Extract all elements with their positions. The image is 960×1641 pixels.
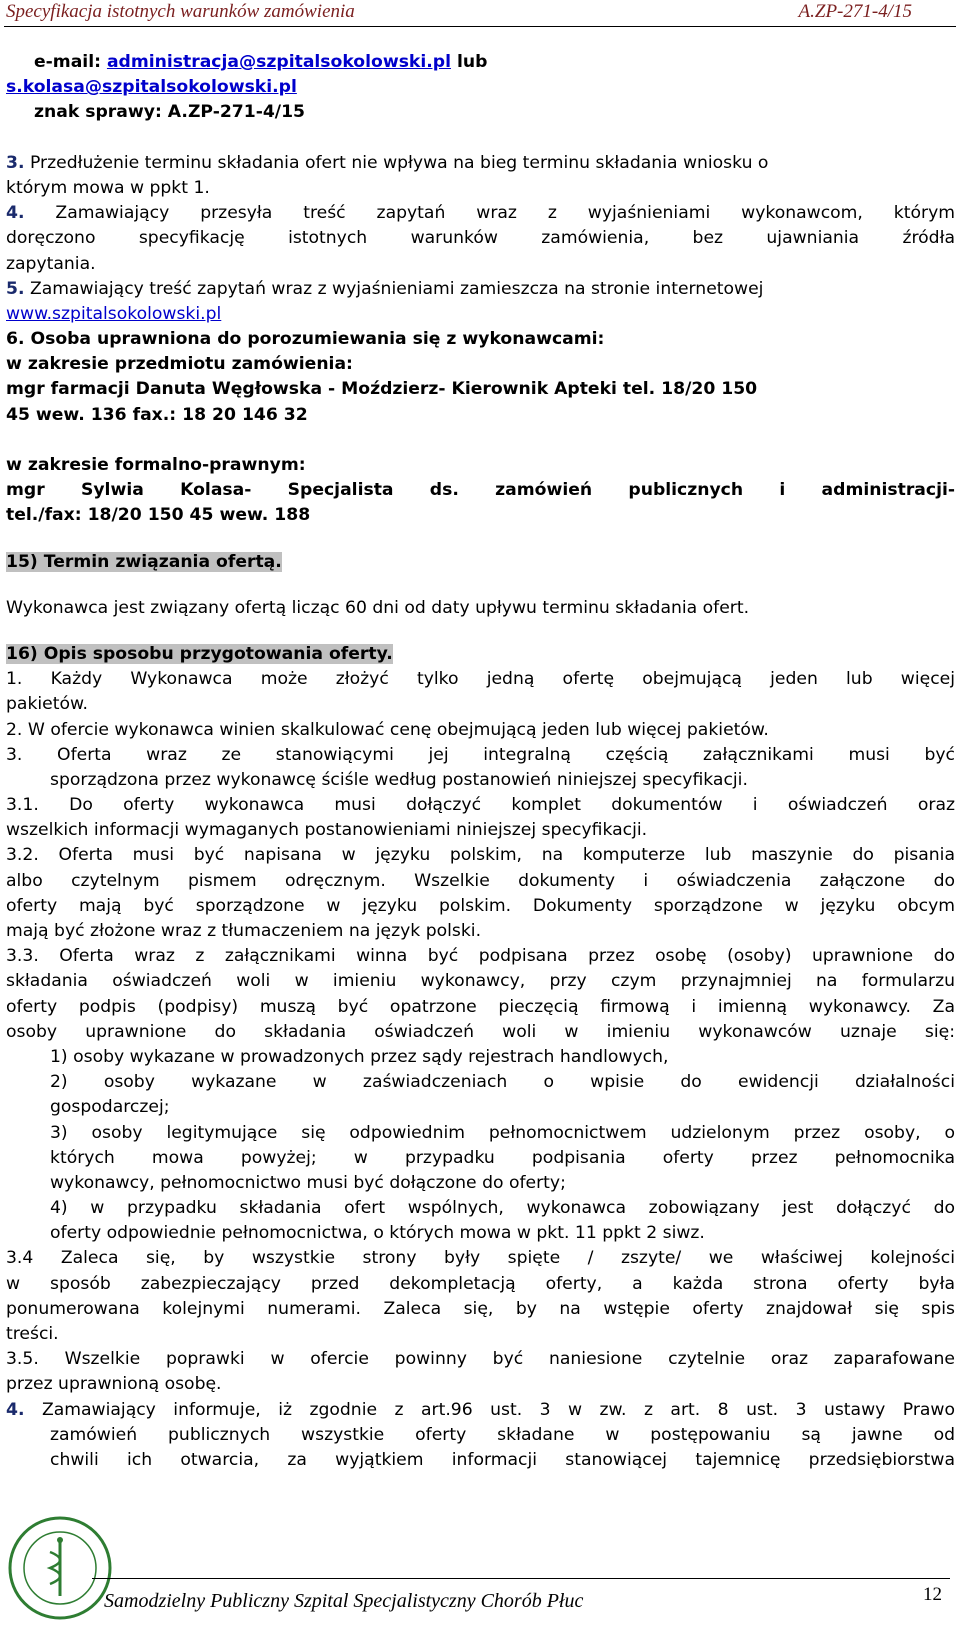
header-title: Specyfikacja istotnych warunków zamówienia xyxy=(6,1,355,22)
section-16-line: oferty mają być sporządzone w języku polskim. Dokumenty sporządzone w języku obcym xyxy=(6,895,955,916)
subject-scope-label: w zakresie przedmiotu zamówienia: xyxy=(6,354,353,375)
section-16-line: sporządzona przez wykonawcę ściśle według postanowień niniejszej specyfikacji. xyxy=(50,769,748,790)
section-16-line: ponumerowana kolejnymi numerami. Zaleca się, by na wstępie oferty znajdował się spis xyxy=(6,1298,955,1319)
website-link[interactable]: www.szpitalsokolowski.pl xyxy=(6,303,222,324)
section-16-line: 1. Każdy Wykonawca może złożyć tylko jedną ofertę obejmującą jeden lub więcej xyxy=(6,669,955,690)
email-link-kolasa[interactable]: s.kolasa@szpitalsokolowski.pl xyxy=(6,77,297,98)
section-16-line: oferty podpis (podpisy) muszą być opatrzone pieczęcią firmową i imienną wykonawcy. Za xyxy=(6,996,955,1017)
section-16-item-4-cont: zamówień publicznych wszystkie oferty składane w postępowaniu są jawne od xyxy=(50,1424,955,1445)
item-4: 4. Zamawiający przesyła treść zapytań wraz z wyjaśnieniami wykonawcom, którym xyxy=(6,203,955,224)
section-16-line: 3.2. Oferta musi być napisana w języku polskim, na komputerze lub maszynie do pisania xyxy=(6,845,955,866)
page-footer xyxy=(0,1572,960,1641)
legal-scope-label: w zakresie formalno-prawnym: xyxy=(6,455,306,475)
email-label: e-mail: xyxy=(34,52,107,72)
section-16-line: 2) osoby wykazane w zaświadczeniach o wpisie do ewidencji działalności xyxy=(50,1072,955,1093)
page-header xyxy=(4,0,956,27)
section-16-line: 3.1. Do oferty wykonawca musi dołączyć komplet dokumentów i oświadczeń oraz xyxy=(6,795,955,816)
legal-phone: tel./fax: 18/20 150 45 wew. 188 xyxy=(6,505,311,526)
section-16-line: których mowa powyżej; w przypadku podpisania oferty przez pełnomocnika xyxy=(50,1147,955,1168)
item-5: 5. Zamawiający treść zapytań wraz z wyjaśnieniami zamieszcza na stronie internetowej xyxy=(6,278,764,299)
pharmacy-phone: 45 wew. 136 fax.: 18 20 146 32 xyxy=(6,404,308,425)
section-16-item-4: 4. Zamawiający informuje, iż zgodnie z art.96 ust. 3 w zw. z art. 8 ust. 3 ustawy Prawo xyxy=(6,1399,955,1420)
section-16-line: treści. xyxy=(6,1324,59,1344)
section-15-title: 15) Termin związania ofertą. xyxy=(6,551,282,572)
item-3-cont: którym mowa w ppkt 1. xyxy=(6,177,210,198)
section-16-line: 3. Oferta wraz ze stanowiącymi jej integralną częścią załącznikami musi być xyxy=(6,744,955,765)
section-16-line: przez uprawnioną osobę. xyxy=(6,1374,222,1395)
item-5-link-line xyxy=(6,302,955,327)
section-16-item-4-end: chwili ich otwarcia, za wyjątkiem informacji stanowiącej tajemnicę przedsiębiorstwa xyxy=(50,1449,955,1470)
case-number: znak sprawy: A.ZP-271-4/15 xyxy=(34,102,306,123)
section-15-text: Wykonawca jest związany ofertą licząc 60 dni od daty upływu terminu składania ofert. xyxy=(6,597,750,618)
legal-contact: mgr Sylwia Kolasa- Specjalista ds. zamówień publicznych i administracji- xyxy=(6,480,955,501)
document-body xyxy=(6,50,955,1473)
section-16-line: w sposób zabezpieczający przed dekompletacją oferty, a każda strona oferty była xyxy=(6,1273,955,1294)
header-case-number: A.ZP-271-4/15 xyxy=(798,1,912,22)
item-3: 3. Przedłużenie terminu składania ofert nie wpływa na bieg terminu składania wniosku o xyxy=(6,152,769,173)
section-16-title: 16) Opis sposobu przygotowania oferty. xyxy=(6,643,393,664)
section-16-line: 3.4 Zaleca się, by wszystkie strony były spięte / zszyte/ we właściwej kolejności xyxy=(6,1248,955,1269)
item-4-cont: doręczono specyfikację istotnych warunków zamówienia, bez ujawniania źródła xyxy=(6,228,955,249)
page-number: 12 xyxy=(923,1584,942,1605)
email-or: lub xyxy=(450,52,488,72)
pharmacy-contact: mgr farmacji Danuta Węgłowska - Moździerz- Kierownik Apteki tel. 18/20 150 xyxy=(6,379,758,400)
section-16-line: 1) osoby wykazane w prowadzonych przez sądy rejestrach handlowych, xyxy=(50,1046,669,1067)
section-16-line: składania oświadczeń woli w imieniu wykonawcy, przy czym przynajmniej na formularzu xyxy=(6,971,955,992)
item-4-end: zapytania. xyxy=(6,253,96,274)
section-16-line: 4) w przypadku składania ofert wspólnych, wykonawca zobowiązany jest dołączyć do xyxy=(50,1198,955,1219)
section-16-line: pakietów. xyxy=(6,694,88,715)
section-16-body xyxy=(6,667,955,1397)
email-line-2 xyxy=(6,75,955,100)
contact-person-heading: 6. Osoba uprawniona do porozumiewania się z wykonawcami: xyxy=(6,329,605,350)
section-16-line: gospodarczej; xyxy=(50,1097,170,1118)
section-16-line: albo czytelnym pismem odręcznym. Wszelkie dokumenty i oświadczenia załączone do xyxy=(6,870,955,891)
section-16-line: oferty odpowiednie pełnomocnictwa, o których mowa w pkt. 11 ppkt 2 siwz. xyxy=(50,1223,705,1244)
section-16-line: wykonawcy, pełnomocnictwo musi być dołączone do oferty; xyxy=(50,1172,566,1193)
section-16-line: 2. W ofercie wykonawca winien skalkulować cenę obejmującą jeden lub więcej pakietów. xyxy=(6,719,769,740)
section-16-line: osoby uprawnione do składania oświadczeń woli w imieniu wykonawców uznaje się: xyxy=(6,1021,955,1042)
section-16-line: wszelkich informacji wymaganych postanowieniami niniejszej specyfikacji. xyxy=(6,820,648,841)
email-link-admin[interactable]: administracja@szpitalsokolowski.pl xyxy=(106,52,451,72)
section-16-line: 3) osoby legitymujące się odpowiednim pełnomocnictwem udzielonym przez osoby, o xyxy=(50,1122,955,1143)
footer-hospital-name: Samodzielny Publiczny Szpital Specjalistyczny Chorób Płuc xyxy=(104,1590,584,1612)
email-line xyxy=(6,50,955,75)
section-16-line: mają być złożone wraz z tłumaczeniem na język polski. xyxy=(6,921,482,941)
section-16-line: 3.5. Wszelkie poprawki w ofercie powinny być naniesione czytelnie oraz zaparafowane xyxy=(6,1349,955,1370)
section-16-line: 3.3. Oferta wraz z załącznikami winna być podpisana przez osobę (osoby) uprawnione do xyxy=(6,946,955,967)
